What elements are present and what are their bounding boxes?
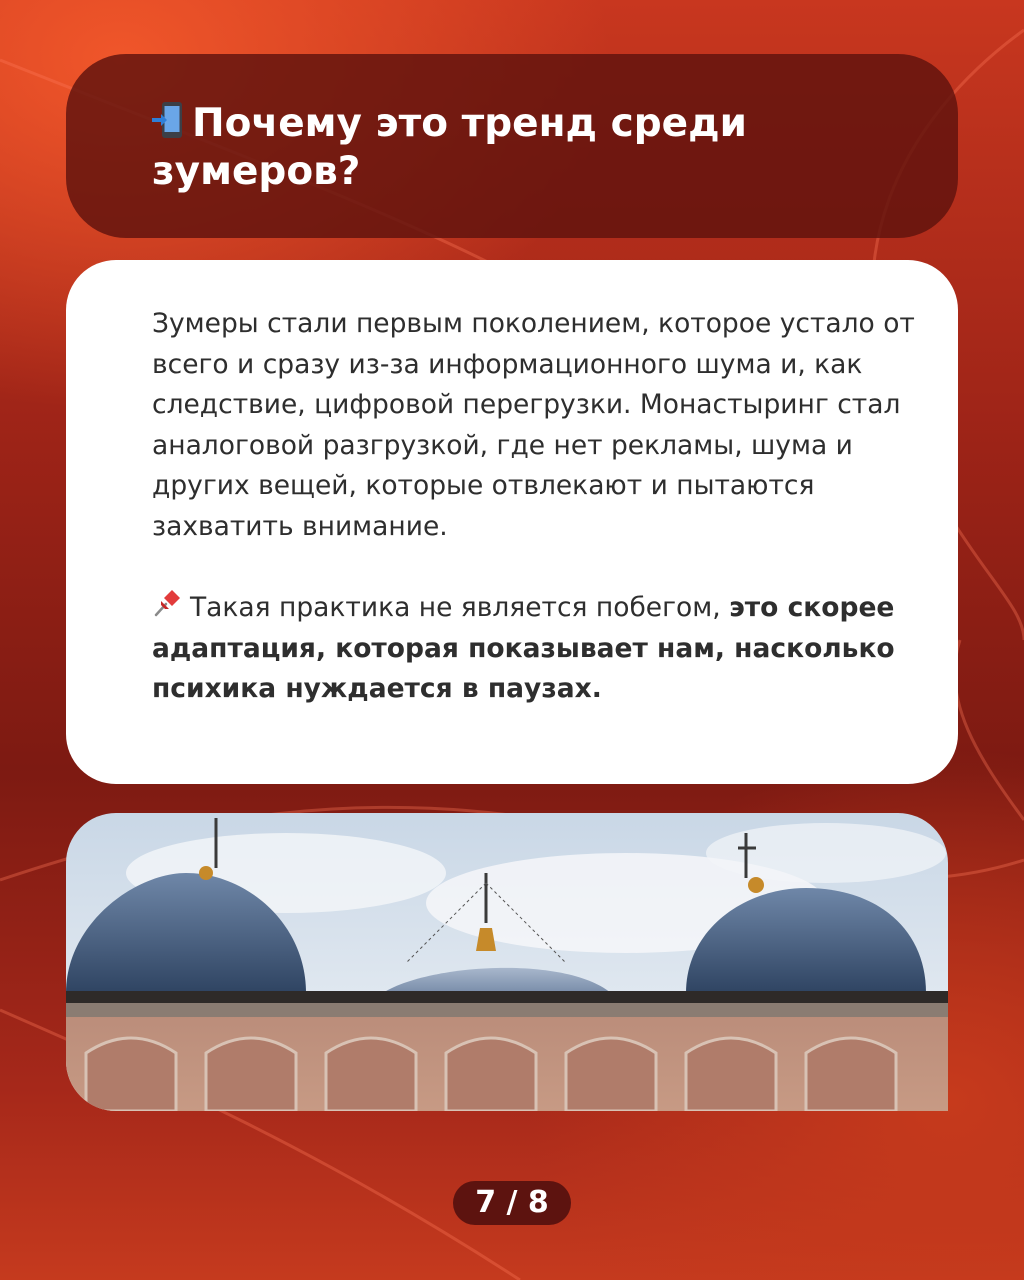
note-regular: Такая практика не является побегом,	[190, 592, 730, 623]
church-domes-photo	[66, 813, 948, 1111]
page-title-text: Почему это тренд среди зумеров?	[152, 101, 747, 194]
pushpin-icon	[152, 588, 182, 618]
header-card	[66, 54, 958, 238]
mobile-phone-arrow-icon	[152, 100, 180, 136]
body-text: Зумеры стали первым поколением, которое устало от всего и сразу из-за информационного шума и, как следствие, цифровой перегрузки. Монастыринг стал аналоговой разгрузкой, где нет рекламы, шума и других вещей, которые отвлекают и пытаются захватить внимание.	[152, 308, 915, 542]
note-text	[152, 588, 922, 710]
page-title	[152, 100, 912, 196]
note-bold: это скорее адаптация, которая показывает нам, насколько психика нуждается в паузах.	[152, 592, 895, 704]
page-indicator: 7 / 8	[453, 1181, 571, 1225]
content-card	[66, 260, 958, 784]
